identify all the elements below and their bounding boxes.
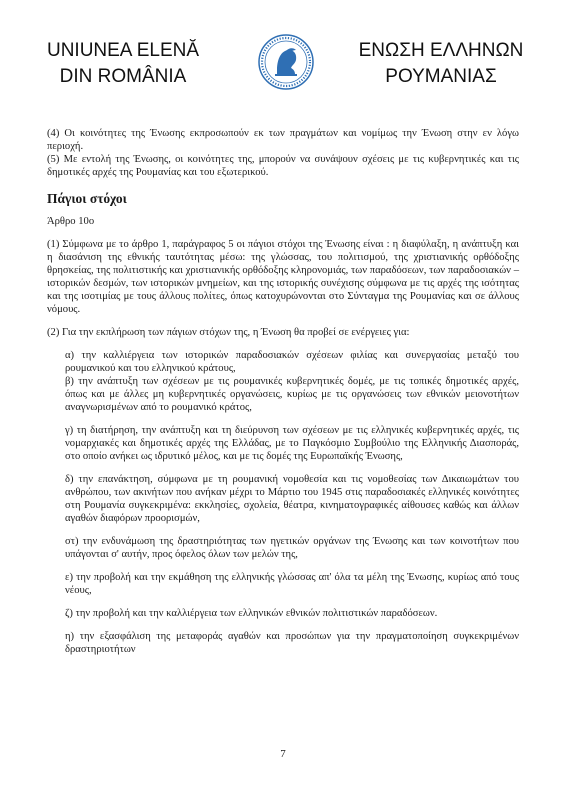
org-name-romanian: [28, 38, 218, 90]
article-paragraph-2: (2) Για την εκπλήρωση των πάγιων στόχων της, η Ένωση θα προβεί σε ενέργειες για:: [47, 327, 410, 338]
letterhead: [0, 38, 566, 98]
paragraph-4: (4) Οι κοινότητες της Ένωσης εκπροσωπούν εκ των πραγμάτων και νομίμως την Ένωση στην εν λόγω περιοχή.: [47, 128, 519, 152]
list-item: β) την ανάπτυξη των σχέσεων με τις ρουμανικές κυβερνητικές δομές, με τις τοπικές δημοτικές αρχές, όπως και με άλλες μη κυβερνητικές οργανώσεις, κυρίως με τις οργανώσεις των εθνικών μειονοτήτων αναγνωρισμένων από το ρουμανικό κράτος,: [65, 376, 519, 413]
list-item: δ) την επανάκτηση, σύμφωνα με τη ρουμανική νομοθεσία και τις νομοθεσίας των Δικαιωμάτων του ανθρώπου, των ακινήτων που ανήκαν μέχρι το Μάρτιο του 1945 στις παραδοσιακές ελληνικές κοινότητες στη Ρουμανία συγκεκριμένα: εκκλησίες, σχολεία, θέατρα, κινηματογραφικές αίθουσες καθώς και άλλων αγαθών διαφόρων προορισμών,: [65, 474, 519, 524]
page-number: 7: [280, 748, 286, 760]
article-number: Άρθρο 10ο: [47, 216, 95, 227]
org-name-greek: [346, 38, 536, 90]
list-item: στ) την ενδυνάμωση της δραστηριότητας των ηγετικών οργάνων της Ένωσης και των κοινοτήτων που υπάγονται σ' αυτήν, προς όφελος όλων των μελών της,: [65, 536, 519, 560]
union-seal-logo: [258, 34, 314, 90]
org-name-romanian-line2: DIN ROMÂNIA: [59, 66, 187, 87]
list-item: η) την εξασφάλιση της μεταφοράς αγαθών και προσώπων για την πραγματοποίηση συγκεκριμένων δραστηριοτήτων: [65, 631, 519, 655]
document-body: [47, 127, 519, 656]
org-name-greek-line1: ΕΝΩΣΗ ΕΛΛΗΝΩΝ: [358, 40, 524, 61]
org-name-romanian-line1: UNIUNEA ELENĂ: [46, 40, 200, 61]
list-item: ε) την προβολή και την εκμάθηση της ελληνικής γλώσσας απ' όλα τα μέλη της Ένωσης, κυρίως από τους νέους,: [65, 572, 519, 596]
paragraph-5: (5) Με εντολή της Ένωσης, οι κοινότητες της, μπορούν να συνάψουν σχέσεις με τις κυβερνητικές και τις δημοτικές αρχές της Ρουμανίας και του εξωτερικού.: [47, 154, 519, 178]
org-name-greek-line2: ΡΟΥΜΑΝΙΑΣ: [385, 66, 497, 87]
article-paragraph-1: (1) Σύμφωνα με το άρθρο 1, παράγραφος 5 οι πάγιοι στόχοι της Ένωσης είναι : η διαφύλαξη, η ανάπτυξη και η διασάνιση της εθνικής ταυτότητας μέσω: της γλώσσας, του πολιτισμού, της χριστιανικής ορθόδοξης θρησκείας, της πολιτιστικής και χριστιανικής ορθόδοξης κληρονομιάς, των παραδόσεων, των παραδοσιακών – ιστορικών δεσμών, των ιστορικών μνημείων, και της ιστορικής συνέχισης σύμφωνα με τις αρχές της ισότητας και της ισοτιμίας με τους άλλους πολίτες, όπως κατοχυρώνονται στο Σύνταγμα της Ρουμανίας και σε άλλους νόμους.: [47, 239, 519, 315]
section-heading: Πάγιοι στόχοι: [47, 191, 127, 206]
list-item: α) την καλλιέργεια των ιστορικών παραδοσιακών σχέσεων φιλίας και συνεργασίας μεταξύ του ρουμανικού και του ελληνικού κράτους,: [65, 350, 519, 374]
list-item: ζ) την προβολή και την καλλιέργεια των ελληνικών εθνικών πολιτιστικών παραδόσεων.: [65, 608, 438, 619]
list-item: γ) τη διατήρηση, την ανάπτυξη και τη διεύρυνση των σχέσεων με τις ελληνικές κυβερνητικές αρχές, τις νομαρχιακές και δημοτικές αρχές της Ελλάδας, με το Παγκόσμιο Συμβούλιο της Ελληνικής Διασποράς, στο οποίο ανήκει ως ιδρυτικό μέλος, και με τις δομές της Ευρωπαϊκής Ένωσης,: [65, 425, 519, 462]
